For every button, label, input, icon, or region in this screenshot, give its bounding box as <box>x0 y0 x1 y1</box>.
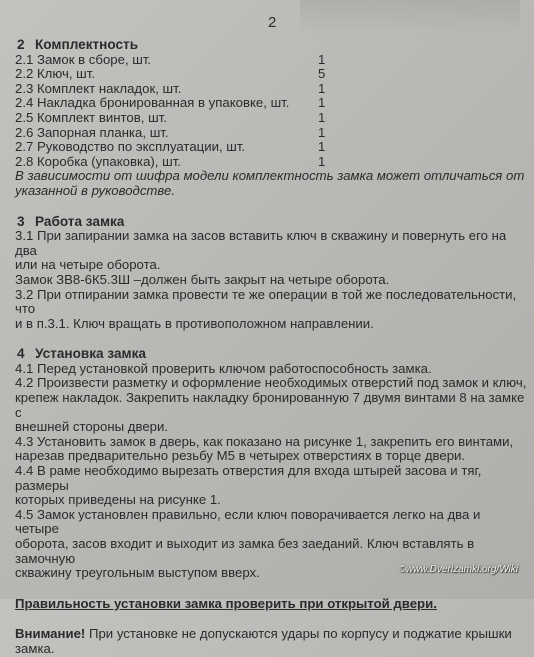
operation-text <box>15 229 527 331</box>
text-line: оборота, засов входит и выходит из замка без заеданий. Ключ вставлять в замочную <box>15 536 475 566</box>
text-line: и в п.3.1. Ключ вращать в противоположном направлении. <box>15 315 374 331</box>
item-qty: 1 <box>318 139 326 155</box>
item-label: 2.6 Запорная планка, шт. <box>15 124 169 140</box>
item-qty: 1 <box>318 153 326 169</box>
section-title: Установка замка <box>35 346 146 362</box>
text-line: 4.2 Произвести разметку и оформление необходимых отверстий под замок и ключ, <box>15 375 527 391</box>
list-item <box>15 96 527 111</box>
text-line: 4.5 Замок установлен правильно, если ключ поворачивается легко на два и четыре <box>15 506 481 537</box>
warning-block <box>15 627 527 656</box>
item-qty: 5 <box>318 66 326 82</box>
warning-text: При установке не допускаются удары по корпусу и поджатие крышки <box>85 626 512 642</box>
spacer <box>15 611 527 627</box>
section-number: 2 <box>17 37 25 52</box>
installation-text <box>15 362 527 581</box>
completeness-note <box>15 169 527 198</box>
item-qty: 1 <box>318 80 326 96</box>
text-line: которых приведены на рисунке 1. <box>15 492 221 508</box>
section-heading-installation <box>17 347 527 362</box>
spacer <box>15 331 527 347</box>
text-line: 4.4 В раме необходимо вырезать отверстия для входа штырей засова и тяг, размеры <box>15 463 482 493</box>
bleed-through-shadow <box>300 0 520 34</box>
text-line: 4.1 Перед установкой проверить ключом работоспособность замка. <box>15 360 432 376</box>
section-heading-operation <box>17 215 527 230</box>
warning-label: Внимание! <box>15 626 86 642</box>
item-label: 2.2 Ключ, шт. <box>15 66 95 82</box>
item-label: 2.8 Коробка (упаковка), шт. <box>15 153 181 169</box>
text-line: скважину треугольным выступом вверх. <box>15 565 260 581</box>
section-title: Комплектность <box>35 37 139 52</box>
completeness-list <box>15 53 527 170</box>
section-heading-completeness <box>17 38 527 53</box>
spacer <box>15 581 527 597</box>
check-instruction: Правильность установки замка проверить при открытой двери. <box>15 595 437 611</box>
text-line: внешней стороны двери. <box>15 419 169 435</box>
section-number: 3 <box>17 213 25 229</box>
item-qty: 1 <box>318 124 326 140</box>
text-line: крепеж накладок. Закрепить накладку бронированную 7 двумя винтами 8 на замке с <box>15 390 525 420</box>
spacer <box>15 199 527 215</box>
item-label: 2.1 Замок в сборе, шт. <box>15 51 152 67</box>
list-item <box>15 53 527 68</box>
text-line: 3.1 При запирании замка на засов вставить ключ в скважину и повернуть его на два <box>15 228 507 258</box>
text-line: 4.3 Установить замок в дверь, как показано на рисунке 1, закрепить его винтами, <box>15 433 514 449</box>
item-qty: 1 <box>318 95 326 111</box>
item-qty: 1 <box>318 51 326 67</box>
list-item <box>15 111 527 126</box>
item-label: 2.5 Комплект винтов, шт. <box>15 109 167 125</box>
text-line: или на четыре оборота. <box>15 257 161 273</box>
item-label: 2.7 Руководство по эксплуатации, шт. <box>15 139 246 155</box>
item-label: 2.4 Накладка бронированная в упаковке, шт. <box>15 95 290 111</box>
warning-text-cont: замка. <box>15 640 55 656</box>
site-watermark: ©www.Dverizamki.org/Wiki <box>398 564 518 575</box>
note-line: указанной в руководстве. <box>15 182 176 198</box>
page-number: 2 <box>268 14 277 31</box>
list-item <box>15 82 527 97</box>
section-title: Работа замка <box>35 213 125 229</box>
item-label: 2.3 Комплект накладок, шт. <box>15 80 182 96</box>
text-line: Замок ЗВ8-6К5.3Ш –должен быть закрыт на четыре оборота. <box>15 271 390 287</box>
list-item <box>15 126 527 141</box>
item-qty: 1 <box>318 109 326 125</box>
text-line: 3.2 При отпирании замка провести те же операции в той же последовательности, что <box>15 286 517 317</box>
note-line: В зависимости от шифра модели комплектность замка может отличаться от <box>15 168 525 184</box>
list-item <box>15 155 527 170</box>
section-number: 4 <box>17 346 25 362</box>
list-item <box>15 67 527 82</box>
list-item <box>15 140 527 155</box>
text-line: нарезав предварительно резьбу М5 в четырех отверстиях в торце двери. <box>15 448 466 464</box>
